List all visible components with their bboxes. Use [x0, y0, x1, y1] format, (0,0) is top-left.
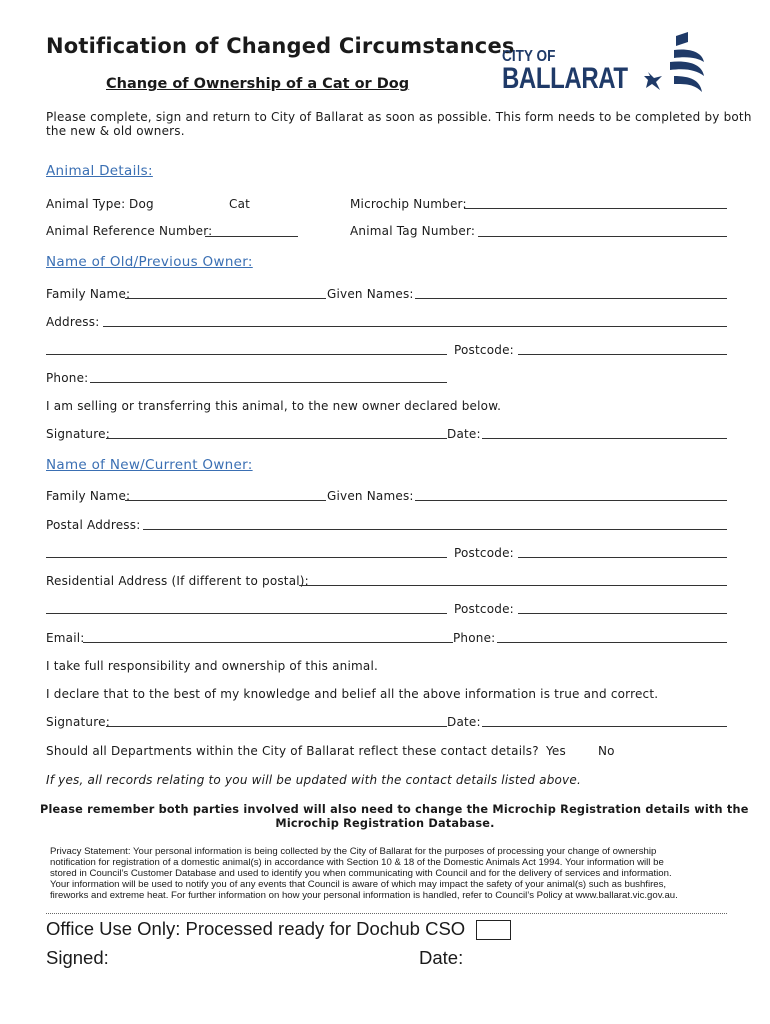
old-signature-field[interactable]	[106, 438, 447, 439]
new-postcode-label: Postcode:	[454, 546, 514, 560]
old-address-field[interactable]	[103, 326, 727, 327]
old-postcode-field[interactable]	[518, 354, 727, 355]
microchip-number-field[interactable]	[464, 208, 727, 209]
intro-text-line2: the new & old owners.	[46, 124, 185, 138]
office-processed-label: Office Use Only: Processed ready for Dochub CSO	[46, 918, 466, 939]
logo-line1: CITY OF	[502, 48, 556, 65]
new-phone-label: Phone:	[453, 631, 496, 645]
new-family-name-field[interactable]	[125, 500, 326, 501]
reminder-line1: Please remember both parties involved will also need to change the Microchip Registration details with the	[40, 803, 749, 816]
old-family-name-label: Family Name:	[46, 287, 131, 301]
option-no[interactable]: No	[598, 744, 615, 758]
office-signed-label: Signed:	[46, 947, 109, 968]
animal-tag-label: Animal Tag Number:	[350, 224, 476, 238]
reminder-box	[40, 803, 749, 831]
office-processed-checkbox[interactable]	[476, 920, 511, 940]
old-family-name-field[interactable]	[125, 298, 326, 299]
new-owner-heading: Name of New/Current Owner:	[46, 457, 253, 473]
form-title: Notification of Changed Circumstances	[46, 34, 515, 58]
new-phone-field[interactable]	[497, 642, 727, 643]
old-phone-field[interactable]	[90, 382, 447, 383]
new-postal-address-field[interactable]	[143, 529, 727, 530]
responsibility-statement: I take full responsibility and ownership of this animal.	[46, 659, 379, 673]
privacy-line3: stored in Council’s Customer Database and used to identify you when communicating with Council and for the delivery of services and information.	[50, 868, 672, 879]
old-date-label: Date:	[447, 427, 481, 441]
old-postcode-label: Postcode:	[454, 343, 514, 357]
old-given-names-label: Given Names:	[327, 287, 414, 301]
animal-type-option-dog[interactable]: Dog	[129, 197, 154, 211]
animal-type-label: Animal Type:	[46, 197, 126, 211]
old-signature-label: Signature:	[46, 427, 110, 441]
office-date-label: Date:	[419, 947, 464, 968]
new-postcode-field[interactable]	[518, 557, 727, 558]
old-address-field-line2[interactable]	[46, 354, 447, 355]
old-owner-statement: I am selling or transferring this animal, to the new owner declared below.	[46, 399, 502, 413]
new-date-label: Date:	[447, 715, 481, 729]
old-phone-label: Phone:	[46, 371, 89, 385]
option-yes[interactable]: Yes	[546, 744, 566, 758]
old-address-label: Address:	[46, 315, 100, 329]
residential-address-field[interactable]	[299, 585, 727, 586]
animal-reference-label: Animal Reference Number:	[46, 224, 213, 238]
if-yes-note: If yes, all records relating to you will be updated with the contact details listed above.	[46, 773, 581, 787]
logo-line2: BALLARAT	[502, 62, 628, 95]
residential-postcode-field[interactable]	[518, 613, 727, 614]
new-signature-label: Signature:	[46, 715, 110, 729]
reminder-line2: Microchip Registration Database.	[275, 817, 495, 830]
privacy-line5: fireworks and extreme heat. For further information on how your personal information is handled, refer to Council’s Policy at www.ballarat.vic.gov.au.	[50, 890, 678, 901]
old-given-names-field[interactable]	[415, 298, 727, 299]
new-postal-address-label: Postal Address:	[46, 518, 141, 532]
new-signature-field[interactable]	[106, 726, 447, 727]
email-label: Email:	[46, 631, 85, 645]
animal-details-heading: Animal Details:	[46, 163, 153, 179]
animal-tag-field[interactable]	[478, 236, 727, 237]
new-given-names-label: Given Names:	[327, 489, 414, 503]
residential-address-label: Residential Address (If different to postal):	[46, 574, 309, 588]
city-logo	[502, 32, 707, 102]
new-postal-address-field-line2[interactable]	[46, 557, 447, 558]
new-date-field[interactable]	[482, 726, 727, 727]
privacy-line1: Privacy Statement: Your personal information is being collected by the City of Ballarat for the purposes of processing your change of ownership	[50, 846, 657, 857]
old-owner-heading: Name of Old/Previous Owner:	[46, 254, 253, 270]
new-family-name-label: Family Name:	[46, 489, 131, 503]
old-date-field[interactable]	[482, 438, 727, 439]
animal-reference-field[interactable]	[205, 236, 298, 237]
microchip-number-label: Microchip Number:	[350, 197, 467, 211]
residential-postcode-label: Postcode:	[454, 602, 514, 616]
form-subtitle: Change of Ownership of a Cat or Dog	[106, 76, 410, 92]
privacy-line2: notification for registration of a domestic animal(s) in accordance with Section 10 & 18 of the Domestic Animals Act 1994. Your information will be	[50, 857, 664, 868]
ballarat-emblem-icon	[644, 32, 708, 98]
animal-type-option-cat[interactable]: Cat	[229, 197, 251, 211]
declaration-statement: I declare that to the best of my knowledge and belief all the above information is true and correct.	[46, 687, 659, 701]
departments-question: Should all Departments within the City of Ballarat reflect these contact details?	[46, 744, 539, 758]
privacy-statement	[50, 846, 730, 901]
residential-address-field-line2[interactable]	[46, 613, 447, 614]
privacy-line4: Your information will be used to notify you of any events that Council is aware of which may impact the safety of your animal(s) such as bushfires,	[50, 879, 667, 890]
new-given-names-field[interactable]	[415, 500, 727, 501]
email-field[interactable]	[83, 642, 453, 643]
office-divider	[46, 913, 727, 914]
intro-text-line1: Please complete, sign and return to City of Ballarat as soon as possible. This form needs to be completed by both	[46, 110, 752, 124]
